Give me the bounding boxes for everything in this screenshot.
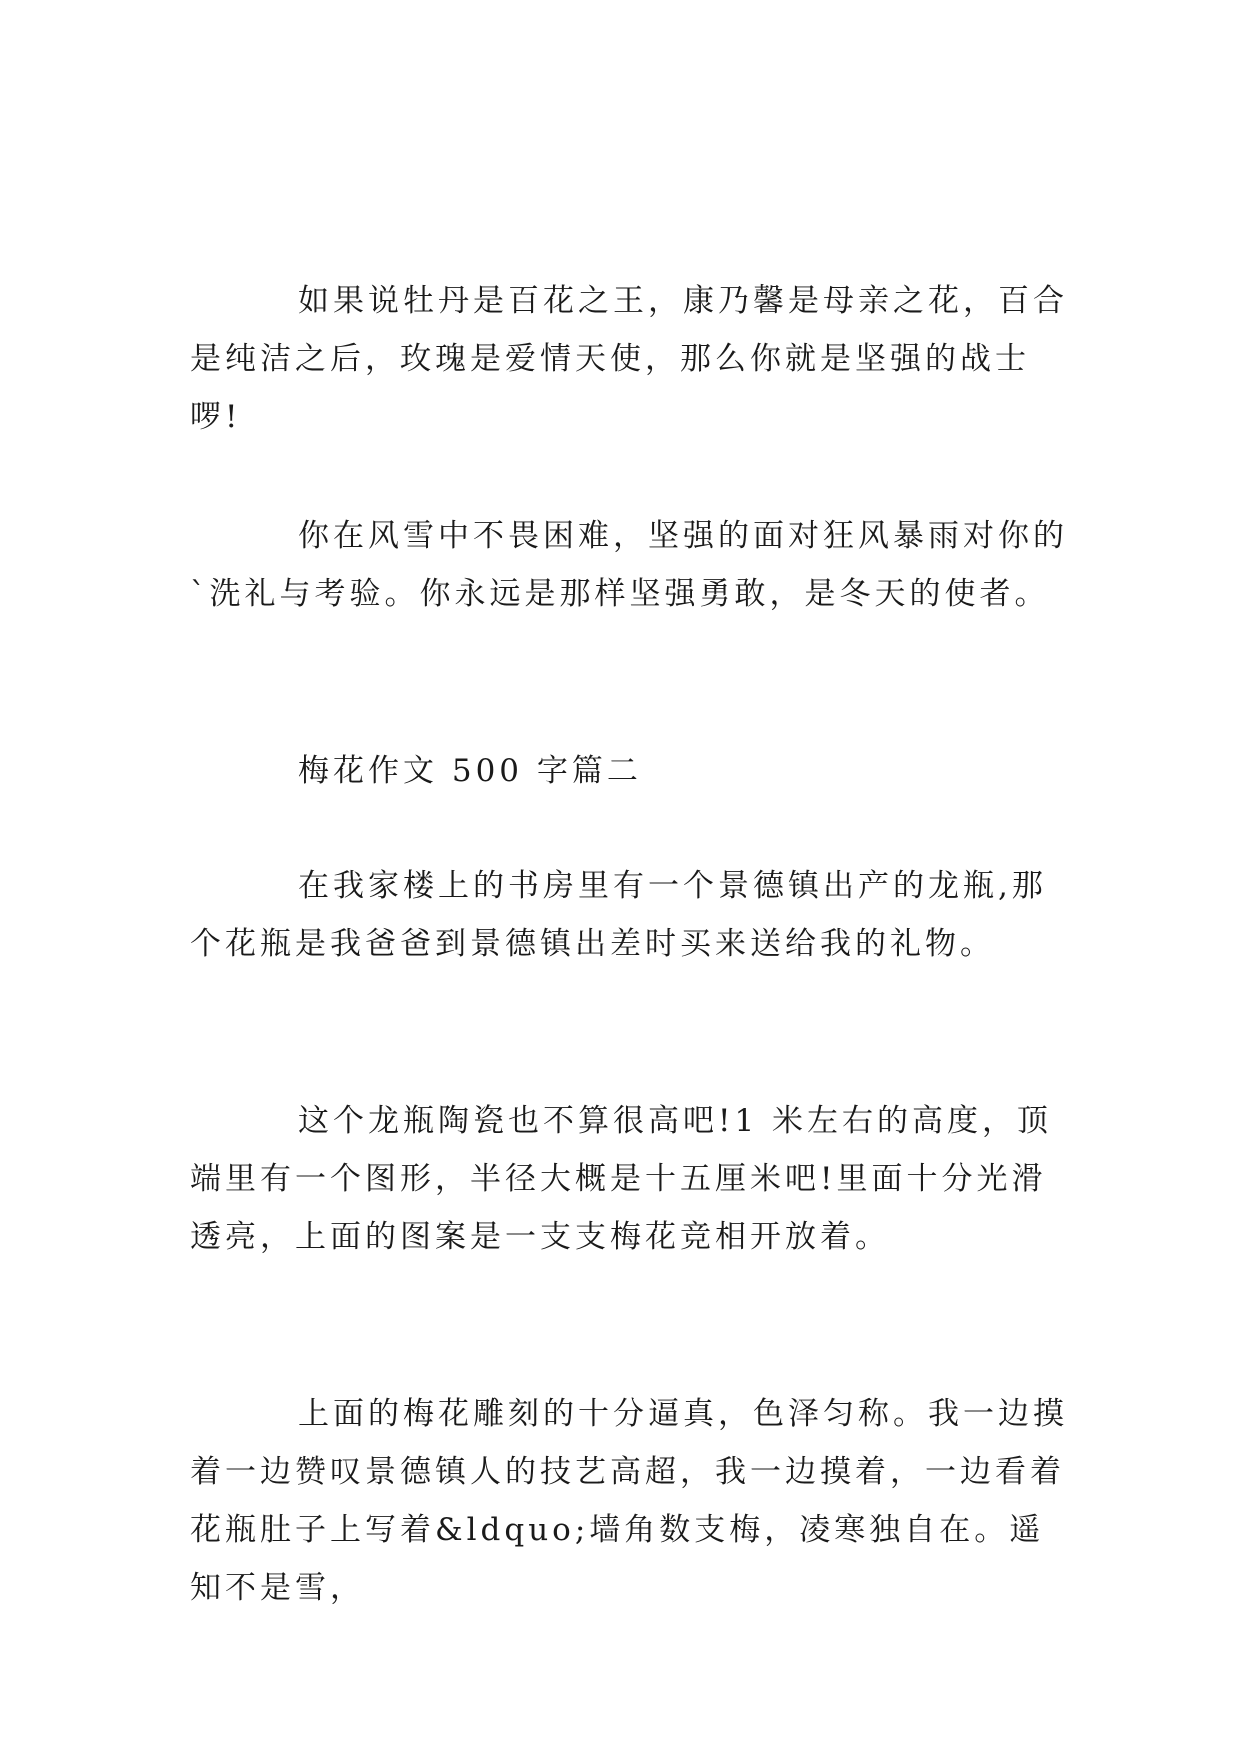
section-heading: 梅花作文 500 字篇二: [298, 753, 642, 789]
paragraph: 如果说牡丹是百花之王，康乃馨是母亲之花，百合是纯洁之后，玫瑰是爱情天使，那么你就是坚强的战士啰!: [190, 283, 1068, 435]
paragraph: 你在风雪中不畏困难，坚强的面对狂风暴雨对你的`洗礼与考验。你永远是那样坚强勇敢，是冬天的使者。: [190, 518, 1068, 612]
paragraph: 这个龙瓶陶瓷也不算很高吧!1 米左右的高度，顶端里有一个图形，半径大概是十五厘米吧!里面十分光滑透亮，上面的图案是一支支梅花竞相开放着。: [190, 1103, 1053, 1255]
paragraph: 上面的梅花雕刻的十分逼真，色泽匀称。我一边摸着一边赞叹景德镇人的技艺高超，我一边摸着，一边看着花瓶肚子上写着&ldquo;墙角数支梅，凌寒独自在。遥知不是雪，: [190, 1396, 1068, 1606]
paragraph: 在我家楼上的书房里有一个景德镇出产的龙瓶,那个花瓶是我爸爸到景德镇出差时买来送给我的礼物。: [190, 868, 1047, 962]
